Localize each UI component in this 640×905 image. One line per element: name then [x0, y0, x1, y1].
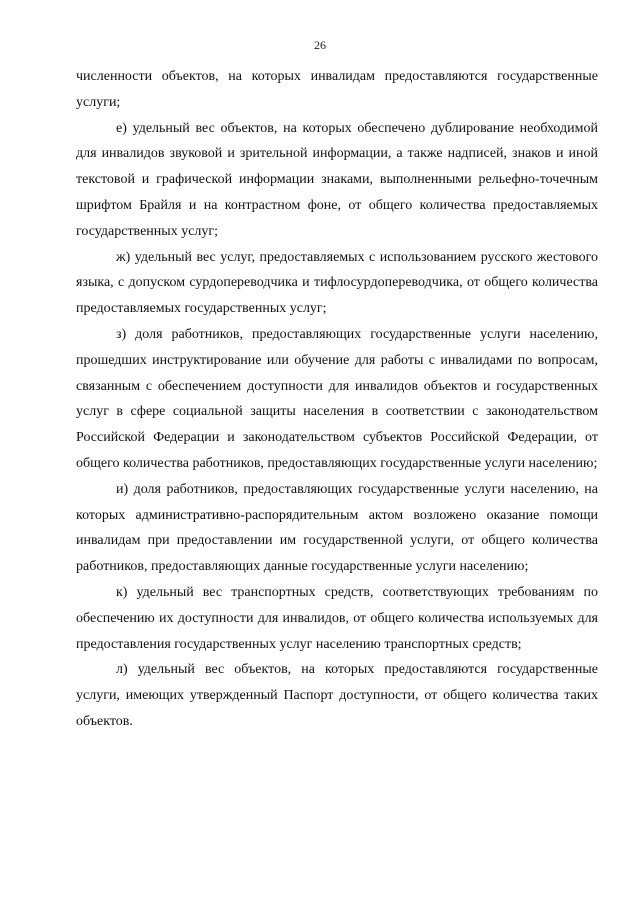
document-body — [76, 64, 598, 735]
paragraph-item-i: и) доля работников, предоставляющих государственные услуги населению, на которых административно-распорядительным актом возложено оказание помощи инвалидам при предоставлении им государственной услуги, от общего количества работников, предоставляющих данные государственные услуги населению; — [76, 481, 598, 575]
paragraph-continuation: численности объектов, на которых инвалидам предоставляются государственные услуги; — [76, 69, 598, 110]
paragraph-item-z: з) доля работников, предоставляющих государственные услуги населению, прошедших инструктирование или обучение для работы с инвалидами по вопросам, связанным с обеспечением доступности для инвалидов объектов и государственных услуг в сфере социальной защиты населения в соответствии с законодательством Российской Федерации и законодательством субъектов Российской Федерации, от общего количества работников, предоставляющих государственные услуги населению; — [76, 326, 598, 471]
paragraph-item-k: к) удельный вес транспортных средств, соответствующих требованиям по обеспечению их доступности для инвалидов, от общего количества используемых для предоставления государственных услуг населению транспортных средств; — [76, 584, 598, 652]
paragraph-item-zh: ж) удельный вес услуг, предоставляемых с использованием русского жестового языка, с допуском сурдопереводчика и тифлосурдопереводчика, от общего количества предоставляемых государственных услуг; — [76, 249, 598, 317]
paragraph-item-e: е) удельный вес объектов, на которых обеспечено дублирование необходимой для инвалидов звуковой и зрительной информации, а также надписей, знаков и иной текстовой и графической информации знаками, выполненными рельефно-точечным шрифтом Брайля и на контрастном фоне, от общего количества предоставляемых государственных услуг; — [76, 120, 598, 239]
page-number: 26 — [314, 38, 326, 52]
paragraph-item-l: л) удельный вес объектов, на которых предоставляются государственные услуги, имеющих утвержденный Паспорт доступности, от общего количества таких объектов. — [76, 662, 598, 729]
